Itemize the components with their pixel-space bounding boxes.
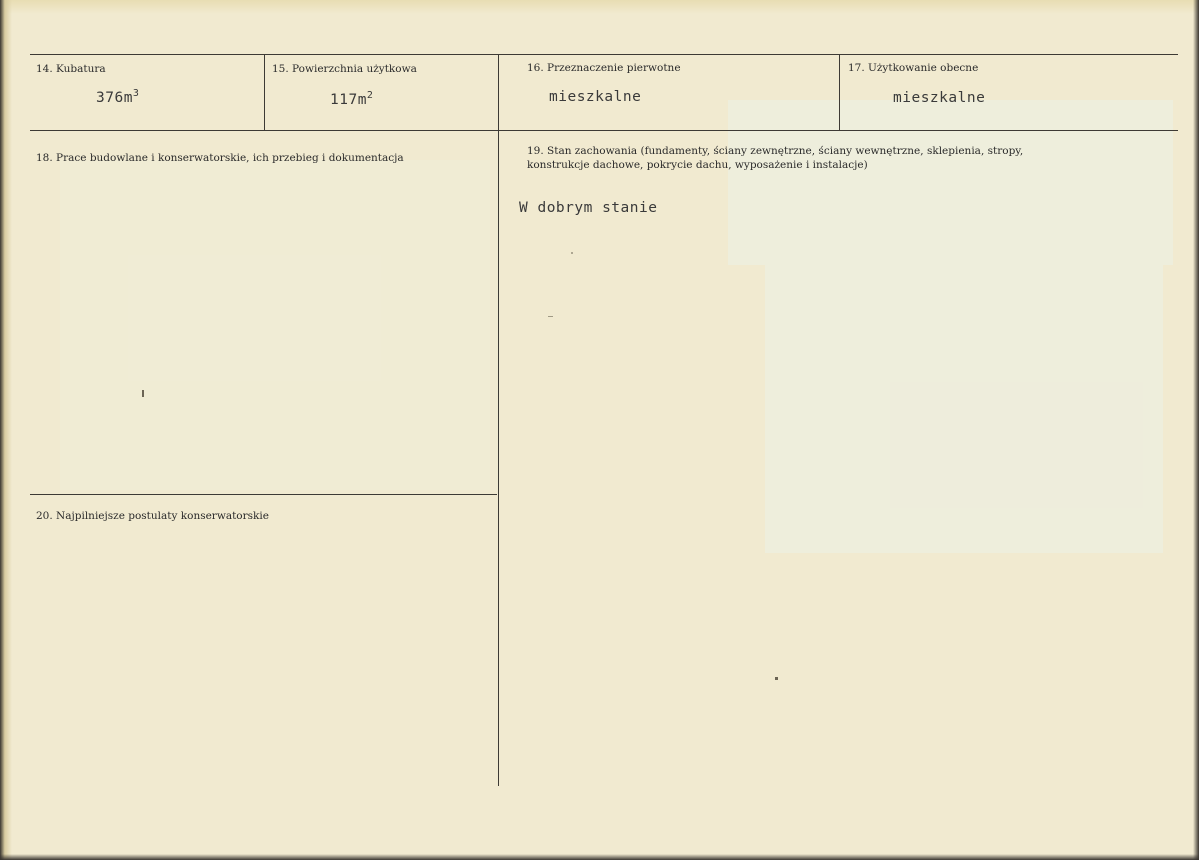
field-15-value (330, 92, 373, 108)
field-17-label: 17. Użytkowanie obecne (848, 62, 979, 74)
rule-top (30, 54, 1178, 55)
rule-field20-top (30, 494, 497, 495)
card-edge-left (0, 0, 12, 860)
field-14-value-exponent: 3 (132, 88, 140, 100)
paper-mark (142, 390, 144, 397)
field-15-value-exponent: 2 (366, 90, 374, 102)
field-14-label: 14. Kubatura (36, 63, 106, 75)
field-14-value-text: 376m (96, 90, 133, 106)
field-17-value: mieszkalne (893, 90, 986, 106)
field-20-label: 20. Najpilniejsze postulaty konserwatorskie (36, 510, 269, 522)
card-edge-right (1193, 0, 1199, 860)
field-16-label: 16. Przeznaczenie pierwotne (527, 62, 681, 74)
field-14-value (96, 90, 139, 106)
paper-patch (765, 265, 1163, 553)
divider-main-lower (498, 130, 499, 786)
paper-mark (548, 316, 553, 317)
field-19-label: 19. Stan zachowania (fundamenty, ściany zewnętrzne, ściany wewnętrzne, sklepienia, stropy, konstrukcje dachowe, pokrycie dachu, wyposażenie i instalacje) (527, 145, 1024, 171)
paper-patch (728, 100, 1173, 265)
card-edge-bottom (0, 854, 1199, 860)
divider-14-15 (264, 54, 265, 130)
paper-mark (775, 677, 778, 680)
paper-mark (571, 252, 573, 254)
field-16-value: mieszkalne (549, 89, 642, 105)
card-edge-top (0, 0, 1199, 14)
divider-main-upper (498, 54, 499, 130)
field-15-value-text: 117m (330, 92, 367, 108)
field-19-value: W dobrym stanie (519, 200, 658, 216)
divider-16-17 (839, 54, 840, 130)
paper-patch (60, 160, 490, 490)
rule-row1-bottom (30, 130, 1178, 131)
field-18-label: 18. Prace budowlane i konserwatorskie, ich przebieg i dokumentacja (36, 152, 404, 164)
field-15-label: 15. Powierzchnia użytkowa (272, 63, 417, 75)
